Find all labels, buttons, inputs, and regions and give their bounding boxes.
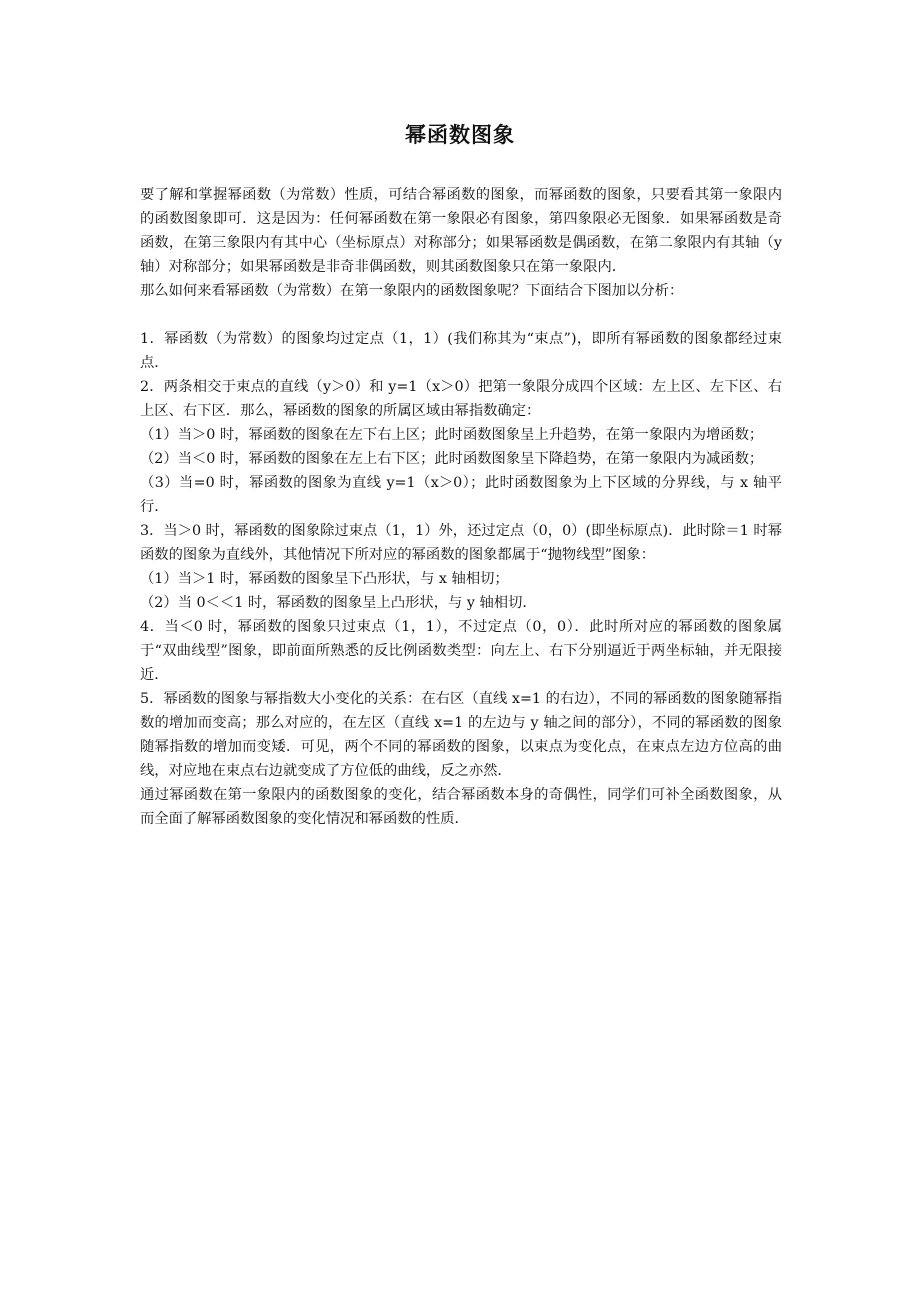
document-title: 幂函数图象 (405, 123, 515, 147)
point-3-sub-2: （2）当 0＜＜1 时，幂函数的图象呈上凸形状，与 y 轴相切． (140, 595, 537, 611)
question-paragraph: 那么如何来看幂函数（为常数）在第一象限内的函数图象呢？下面结合下图加以分析： (140, 283, 684, 299)
intro-paragraph: 要了解和掌握幂函数（为常数）性质，可结合幂函数的图象，而幂函数的图象，只要看其第一象限内的函数图象即可．这是因为：任何幂函数在第一象限必有图象，第四象限必无图象．如果幂函数是奇函数，在第三象限内有其中心（坐标原点）对称部分；如果幂函数是偶函数，在第二象限内有其轴（y 轴）对称部分；如果幂函数是非奇非偶函数，则其函数图象只在第一象限内． (140, 187, 782, 275)
point-2-paragraph: 2．两条相交于束点的直线（y＞0）和 y=1（x＞0）把第一象限分成四个区域：左上区、左下区、右上区、右下区．那么，幂函数的图象的所属区域由幂指数确定： (140, 379, 782, 419)
conclusion-paragraph: 通过幂函数在第一象限内的函数图象的变化，结合幂函数本身的奇偶性，同学们可补全函数图象，从而全面了解幂函数图象的变化情况和幂函数的性质． (140, 787, 782, 827)
document-body (140, 183, 782, 831)
paragraph-spacer (140, 303, 782, 327)
point-3-sub-1: （1）当＞1 时，幂函数的图象呈下凸形状，与 x 轴相切； (140, 571, 509, 587)
point-5-paragraph: 5．幂函数的图象与幂指数大小变化的关系：在右区（直线 x=1 的右边），不同的幂函数的图象随幂指数的增加而变高；那么对应的，在左区（直线 x=1 的左边与 y 轴之间的部分），不同的幂函数的图象随幂指数的增加而变矮．可见，两个不同的幂函数的图象，以束点为变化点，在束点左边方位高的曲线，对应地在束点右边就变成了方位低的曲线，反之亦然． (140, 691, 782, 779)
point-4-paragraph: 4．当＜0 时，幂函数的图象只过束点（1，1），不过定点（0，0）．此时所对应的幂函数的图象属于“双曲线型”图象，即前面所熟悉的反比例函数类型：向左上、右下分别逼近于两坐标轴，并无限接近． (140, 619, 782, 683)
point-3-paragraph: 3．当＞0 时，幂函数的图象除过束点（1，1）外，还过定点（0，0）(即坐标原点)．此时除＝1 时幂函数的图象为直线外，其他情况下所对应的幂函数的图象都属于“抛物线型”图象： (140, 523, 782, 563)
point-2-sub-3: （3）当=0 时，幂函数的图象为直线 y=1（x＞0）；此时函数图象为上下区域的分界线，与 x 轴平行． (140, 475, 782, 515)
point-2-sub-1: （1）当＞0 时，幂函数的图象在左下右上区；此时函数图象呈上升趋势，在第一象限内为增函数； (140, 427, 764, 443)
point-2-sub-2: （2）当＜0 时，幂函数的图象在左上右下区；此时函数图象呈下降趋势，在第一象限内为减函数； (140, 451, 764, 467)
point-1-paragraph: 1．幂函数（为常数）的图象均过定点（1，1）(我们称其为“束点”)，即所有幂函数的图象都经过束点． (140, 331, 782, 371)
